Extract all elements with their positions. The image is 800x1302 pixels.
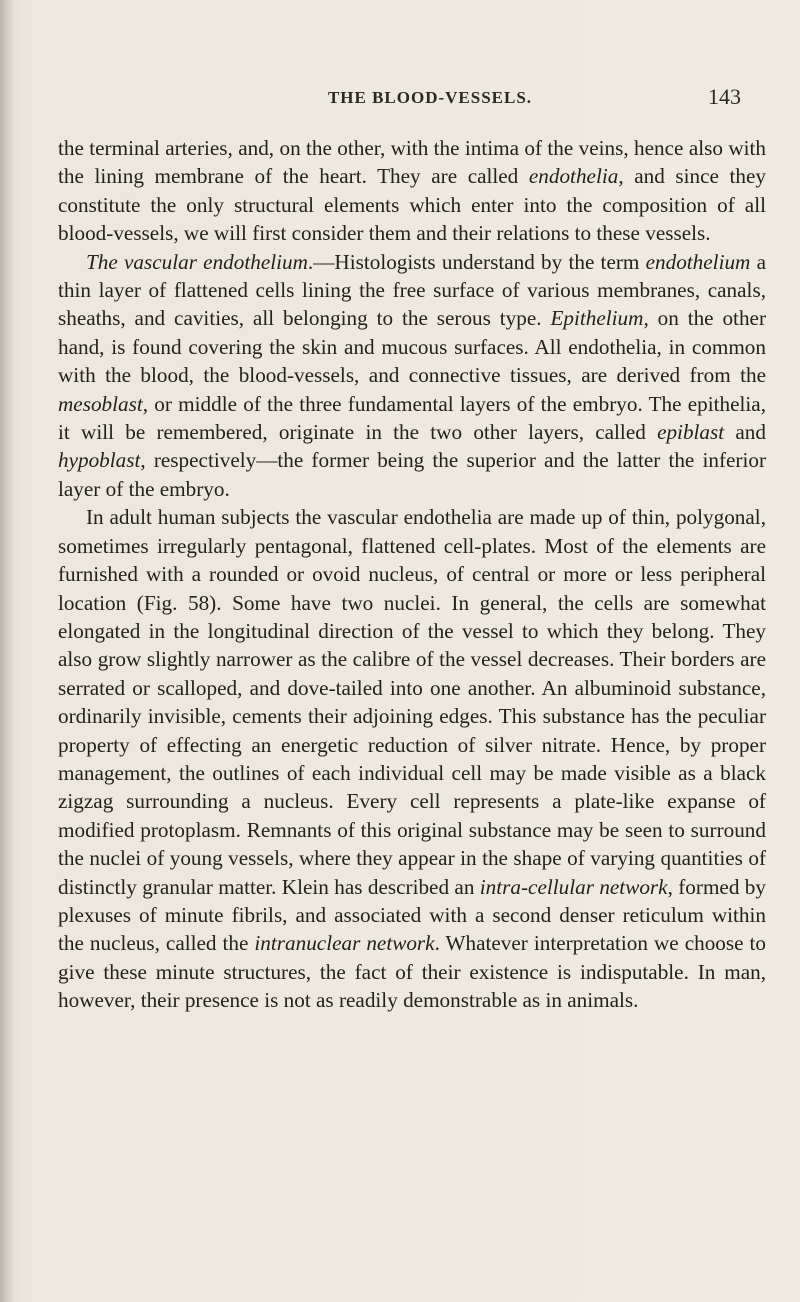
text-run: , formed by plexuses of minute fibrils, and associated with a second denser reticulum within the nucleus, called the bbox=[58, 874, 766, 956]
binding-shadow bbox=[0, 0, 16, 1302]
italic-term: Epithelium bbox=[550, 306, 644, 331]
text-run: , and since they constitute the only structural elements which enter into the composition of all blood-vessels, we will first consider them and their relations to these vessels. bbox=[58, 164, 766, 246]
body-text bbox=[58, 134, 766, 1015]
paragraph-2 bbox=[58, 248, 766, 504]
italic-term: intra-cellular network bbox=[479, 874, 668, 899]
running-title: THE BLOOD-VESSELS. bbox=[327, 88, 533, 107]
paragraph-1 bbox=[58, 134, 766, 248]
italic-term: endothelia bbox=[528, 164, 619, 189]
text-run: , or middle of the three fundamental layers of the embryo. The epithelia, it will be remembered, originate in the two other layers, called bbox=[58, 391, 766, 445]
paragraph-3 bbox=[58, 503, 766, 1014]
running-head bbox=[210, 88, 650, 108]
italic-term: hypoblast bbox=[58, 448, 141, 473]
text-run: .—Histologists understand by the term bbox=[307, 249, 646, 274]
page-number: 143 bbox=[708, 84, 741, 109]
text-run: , on the other hand, is found covering the skin and mucous surfaces. All endothelia, in common with the blood, the blood-vessels, and connective tissues, are derived from the bbox=[58, 306, 767, 388]
text-run: . Whatever interpretation we choose to give these minute structures, the fact of their existence is indisputable. In man, however, their presence is not as readily demonstrable as in animals. bbox=[58, 931, 767, 1013]
italic-term: mesoblast bbox=[58, 391, 143, 416]
text-run: In adult human subjects the vascular endothelia are made up of thin, polygonal, sometimes irregularly pentagonal, flattened cell-plates. Most of the elements are furnished with a rounded or ovoid nucleus, of central or more or less peripheral location (Fig. 58). Some have two nuclei. In general, the cells are somewhat elongated in the longitudinal direction of the vessel to which they belong. They also grow slightly narrower as the calibre of the vessel decreases. Their borders are serrated or scalloped, and dove-tailed into one another. An albuminoid substance, ordinarily invisible, cements their adjoining edges. This substance has the peculiar property of effecting an energetic reduction of silver nitrate. Hence, by proper management, the outlines of each individual cell may be made visible as a black zigzag surrounding a nucleus. Every cell represents a plate-like expanse of modified protoplasm. Remnants of this original substance may be seen to surround the nuclei of young vessels, where they appear in the shape of varying quantities of distinctly granular matter. Klein has described an bbox=[58, 505, 766, 899]
section-heading: The vascular endothelium bbox=[86, 249, 308, 274]
text-run: , respectively—the former being the superior and the latter the inferior layer of the embryo. bbox=[58, 448, 766, 501]
text-run: a thin layer of flattened cells lining the free surface of various membranes, canals, sheaths, and cavities, all belonging to the serous type. bbox=[58, 249, 766, 331]
italic-term: intranuclear network bbox=[254, 931, 435, 956]
text-run: the terminal arteries, and, on the other, with the intima of the veins, hence also with the lining membrane of the heart. They are called bbox=[58, 136, 766, 189]
text-run: and bbox=[724, 420, 766, 445]
italic-term: endothelium bbox=[645, 249, 751, 274]
italic-term: epiblast bbox=[657, 420, 725, 445]
